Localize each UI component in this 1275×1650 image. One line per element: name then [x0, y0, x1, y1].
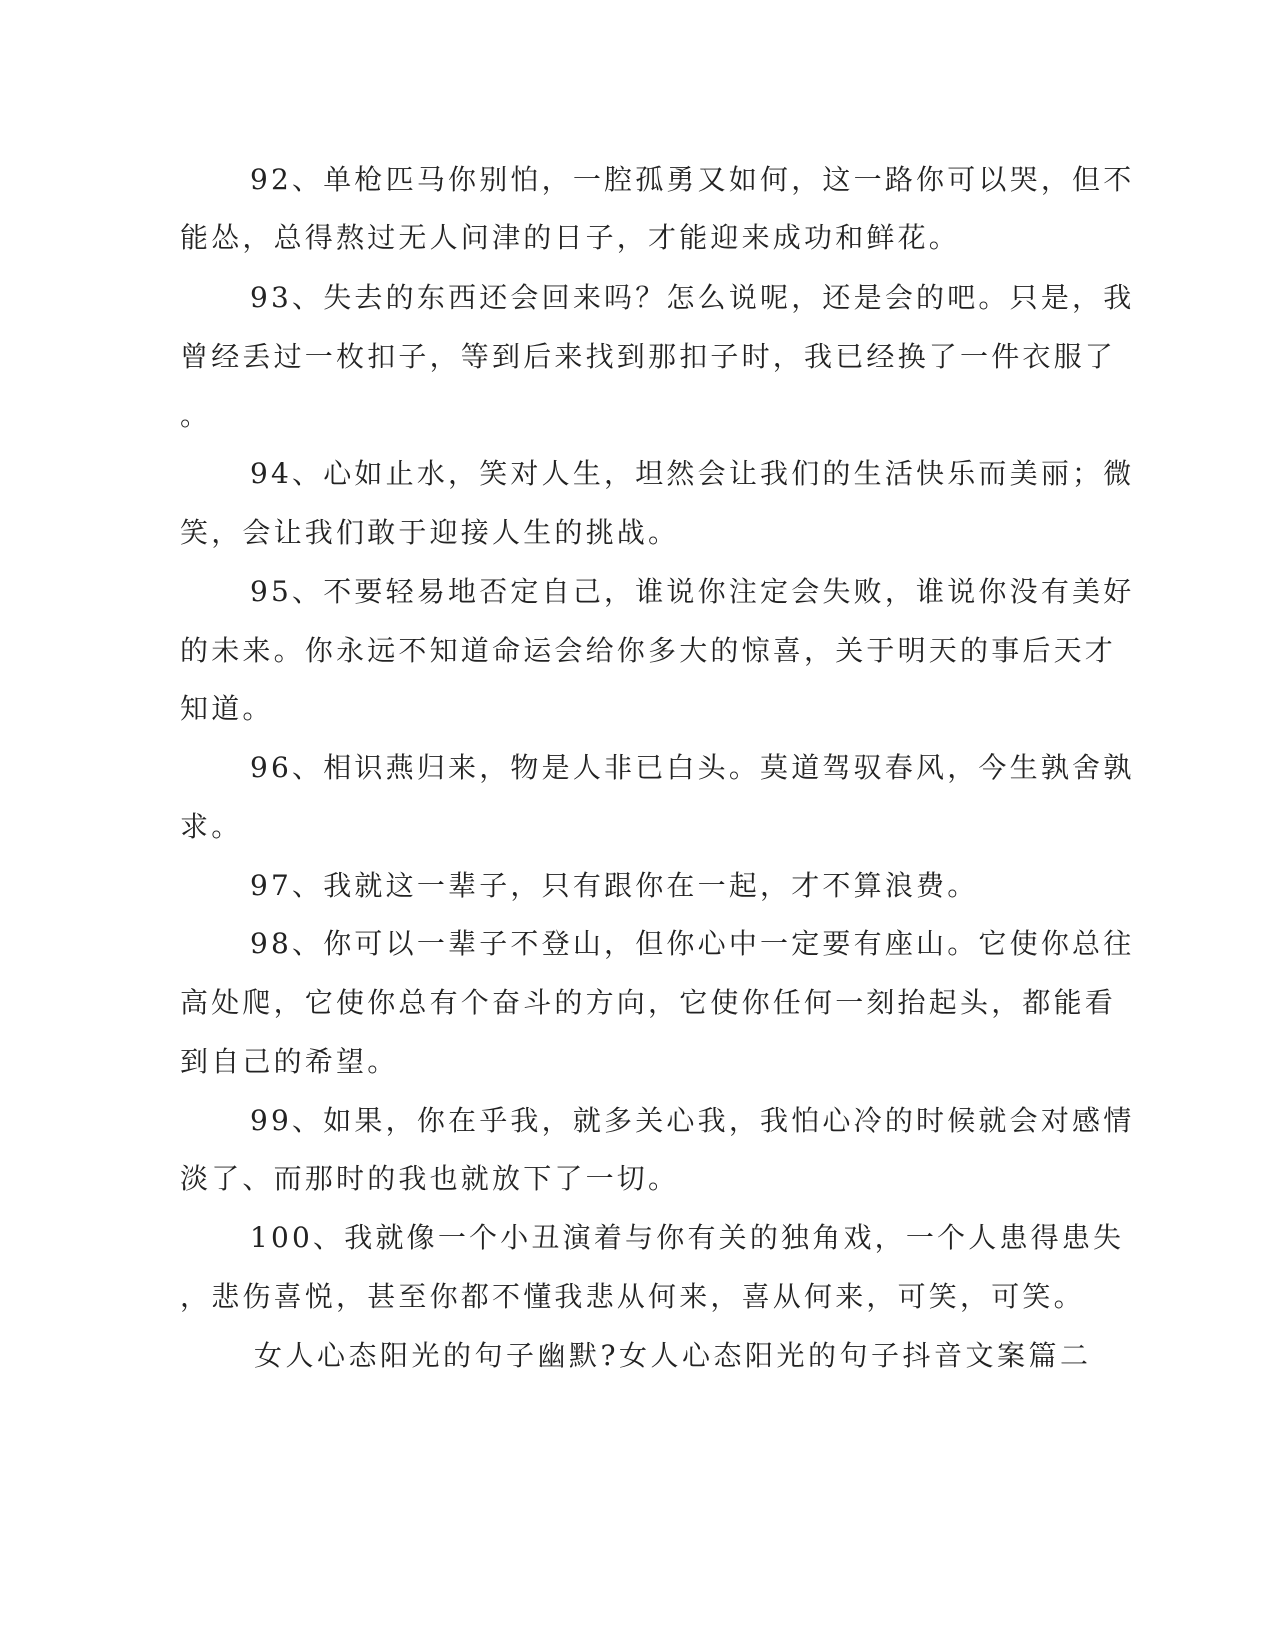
paragraph-95-line-1: 95、不要轻易地否定自己，谁说你注定会失败，谁说你没有美好 [250, 575, 1135, 608]
paragraph-94-line-2: 笑，会让我们敢于迎接人生的挑战。 [180, 516, 680, 549]
paragraph-95-line-3: 知道。 [180, 692, 274, 725]
paragraph-96-line-2: 求。 [180, 810, 243, 843]
section-heading: 女人心态阳光的句子幽默?女人心态阳光的句子抖音文案篇二 [254, 1339, 1092, 1372]
paragraph-93-line-1: 93、失去的东西还会回来吗？怎么说呢，还是会的吧。只是，我 [250, 281, 1135, 314]
paragraph-93-line-3: 。 [180, 399, 212, 432]
paragraph-95-line-2: 的未来。你永远不知道命运会给你多大的惊喜，关于明天的事后天才 [180, 634, 1117, 667]
paragraph-92-line-1: 92、单枪匹马你别怕，一腔孤勇又如何，这一路你可以哭，但不 [250, 163, 1135, 196]
paragraph-93-line-2: 曾经丢过一枚扣子，等到后来找到那扣子时，我已经换了一件衣服了 [180, 340, 1117, 373]
paragraph-98-line-1: 98、你可以一辈子不登山，但你心中一定要有座山。它使你总往 [250, 927, 1135, 960]
paragraph-98-line-3: 到自己的希望。 [180, 1045, 399, 1078]
paragraph-100-line-1: 100、我就像一个小丑演着与你有关的独角戏，一个人患得患失 [250, 1221, 1125, 1254]
paragraph-99-line-1: 99、如果，你在乎我，就多关心我，我怕心冷的时候就会对感情 [250, 1104, 1135, 1137]
paragraph-98-line-2: 高处爬，它使你总有个奋斗的方向，它使你任何一刻抬起头，都能看 [180, 986, 1117, 1019]
paragraph-100-line-2: ，悲伤喜悦，甚至你都不懂我悲从何来，喜从何来，可笑，可笑。 [180, 1280, 1085, 1313]
paragraph-99-line-2: 淡了、而那时的我也就放下了一切。 [180, 1162, 680, 1195]
paragraph-94-line-1: 94、心如止水，笑对人生，坦然会让我们的生活快乐而美丽；微 [250, 457, 1135, 490]
paragraph-92-line-2: 能怂，总得熬过无人问津的日子，才能迎来成功和鲜花。 [180, 221, 961, 254]
paragraph-97-line-1: 97、我就这一辈子，只有跟你在一起，才不算浪费。 [250, 869, 979, 902]
paragraph-96-line-1: 96、相识燕归来，物是人非已白头。莫道驾驭春风，今生孰舍孰 [250, 751, 1135, 784]
